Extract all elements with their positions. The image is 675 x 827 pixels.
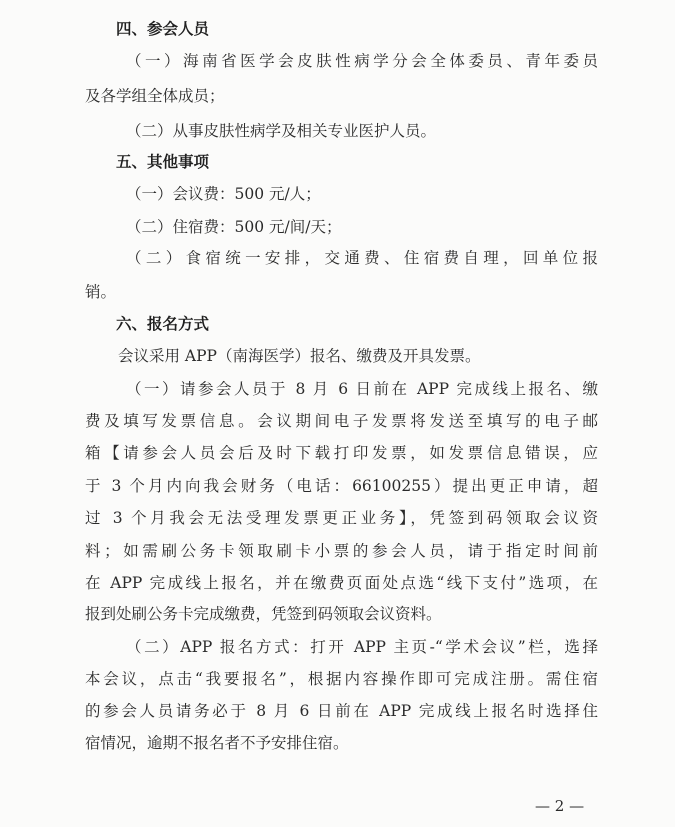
paragraph-line: 及各学组全体成员； (85, 87, 225, 105)
paragraph-line: 销。 (85, 283, 117, 301)
paragraph-line: （二）食宿统一安排，交通费、住宿费自理，回单位报 (126, 249, 598, 267)
section-heading-registration: 六、报名方式 (116, 314, 210, 333)
paragraph-line: 本会议，点击“我要报名”，根据内容操作即可完成注册。需住宿 (85, 670, 598, 688)
paragraph-line: （一）会议费：500 元/人； (126, 185, 321, 203)
paragraph-line: 过 3 个月我会无法受理发票更正业务】，凭签到码领取会议资 (85, 509, 598, 527)
paragraph-line: 料；如需刷公务卡领取刷卡小票的参会人员，请于指定时间前 (85, 542, 598, 560)
section-heading-other-matters: 五、其他事项 (116, 152, 210, 171)
paragraph-line: 报到处刷公务卡完成缴费，凭签到码领取会议资料。 (85, 605, 442, 623)
paragraph-line: 宿情况，逾期不报名者不予安排住宿。 (85, 734, 349, 752)
paragraph-line: 箱【请参会人员会后及时下载打印发票，如发票信息错误，应 (85, 444, 598, 462)
paragraph-line: 的参会人员请务必于 8 月 6 日前在 APP 完成线上报名时选择住 (85, 702, 598, 720)
paragraph-line: （二）住宿费：500 元/间/天； (126, 218, 342, 236)
section-heading-participants: 四、参会人员 (116, 19, 210, 38)
paragraph-line: （一）请参会人员于 8 月 6 日前在 APP 完成线上报名、缴 (126, 380, 598, 398)
paragraph-line: （一）海南省医学会皮肤性病学分会全体委员、青年委员 (126, 52, 598, 70)
page-number: — 2 — (535, 797, 585, 815)
paragraph-line: （二）从事皮肤性病学及相关专业医护人员。 (126, 122, 437, 140)
paragraph-line: 在 APP 完成线上报名，并在缴费页面处点选“线下支付”选项，在 (85, 574, 598, 592)
paragraph-line: （二）APP 报名方式：打开 APP 主页-“学术会议”栏，选择 (126, 638, 598, 656)
paragraph-line: 于 3 个月内向我会财务（电话：66100255）提出更正申请，超 (85, 477, 598, 495)
paragraph-line: 会议采用 APP（南海医学）报名、缴费及开具发票。 (118, 347, 481, 365)
paragraph-line: 费及填写发票信息。会议期间电子发票将发送至填写的电子邮 (85, 412, 598, 430)
